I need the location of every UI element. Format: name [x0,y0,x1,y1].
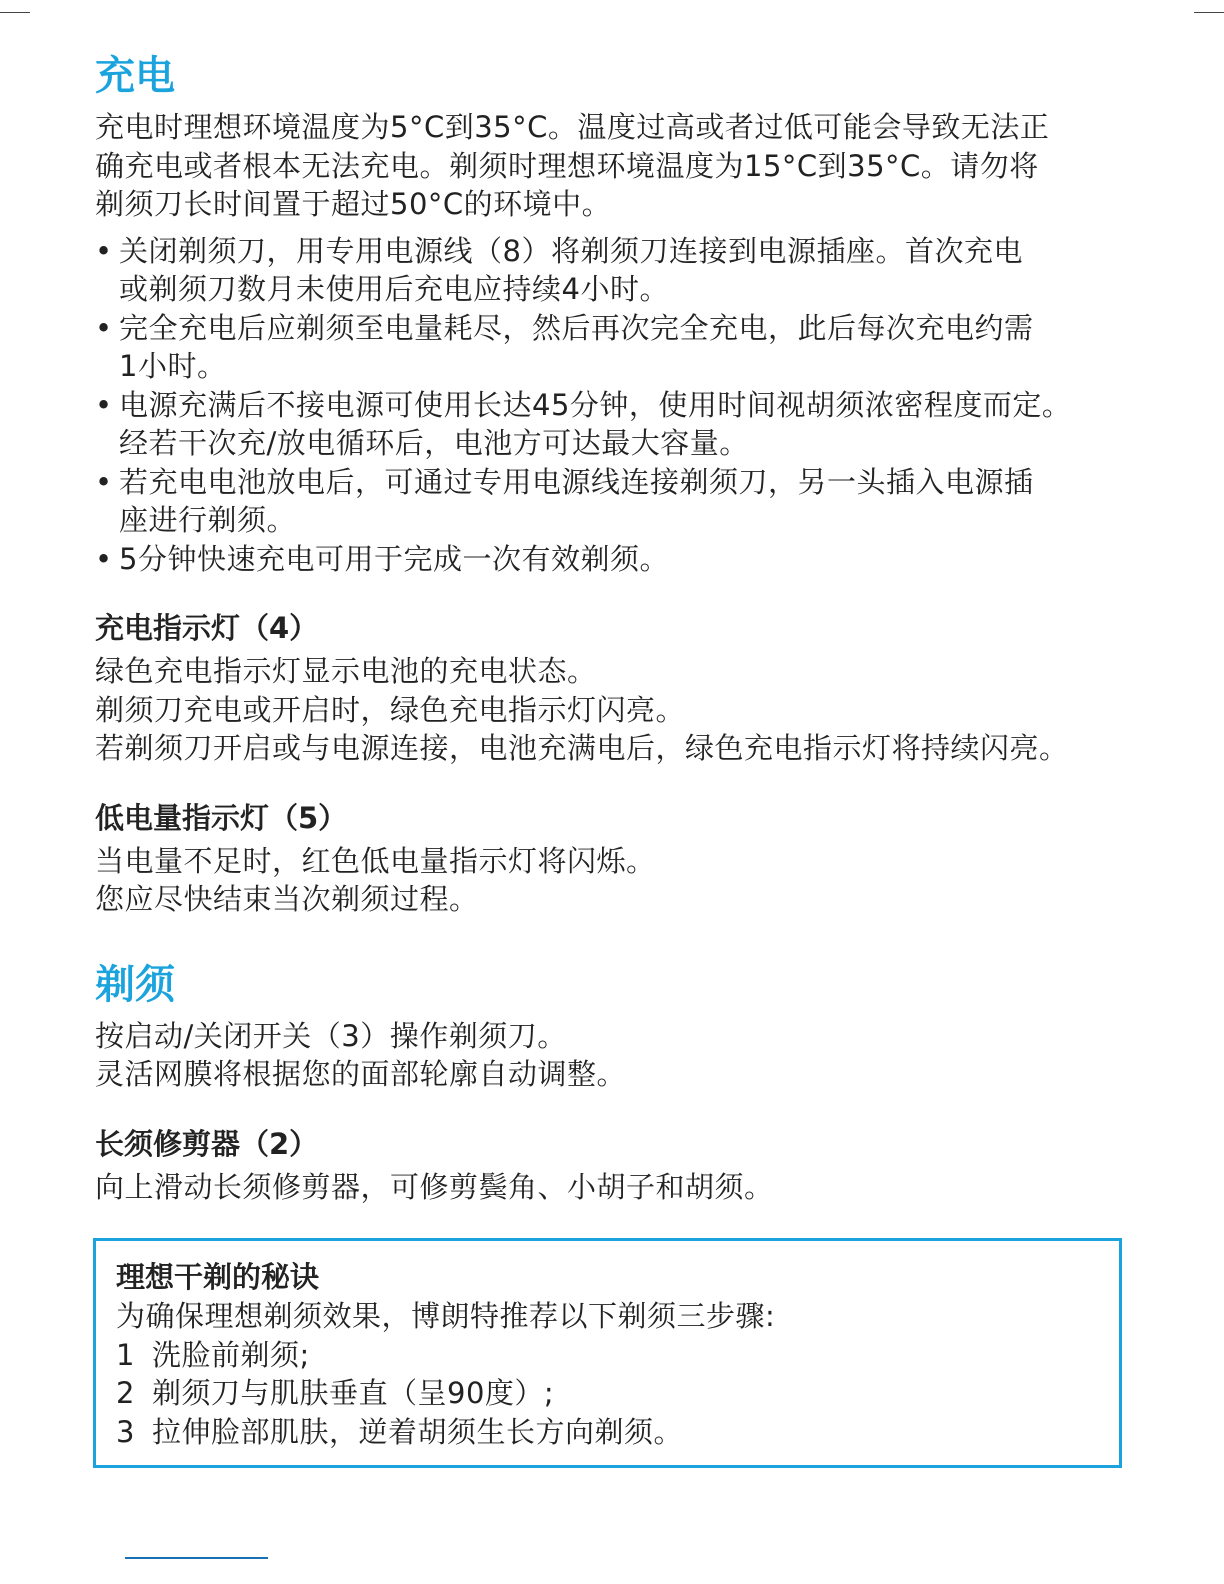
bullet-line: • 关闭剃须刀，用专用电源线（8）将剃须刀连接到电源插座。首次充电 [119,233,1023,268]
bullet-item [95,309,1130,386]
bullet-line: • 若充电电池放电后，可通过专用电源线连接剃须刀，另一头插入电源插 [119,464,1034,499]
trimmer-heading: 长须修剪器（2） [95,1126,319,1161]
charge-indicator-line: 绿色充电指示灯显示电池的充电状态。 [95,654,597,688]
trimmer-line: 向上滑动长须修剪器，可修剪鬓角、小胡子和胡须。 [95,1169,774,1204]
shaving-section [95,959,1130,1094]
tip-step-number: 3 [116,1414,135,1449]
bullet-item [95,540,1130,579]
shaving-line: 灵活网膜将根据您的面部轮廓自动调整。 [95,1057,627,1091]
tip-step-number: 1 [116,1337,135,1372]
charging-section [95,50,1130,578]
bullet-item [95,232,1130,309]
tips-heading: 理想干剃的秘诀 [116,1260,320,1294]
tip-step-number: 2 [116,1376,135,1410]
crop-mark-left [0,12,30,13]
tips-intro: 为确保理想剃须效果，博朗特推荐以下剃须三步骤: [116,1299,776,1333]
bullet-item [95,386,1130,463]
bullet-line: 经若干次充/放电循环后，电池方可达最大容量。 [119,426,749,460]
low-indicator-section [95,798,1130,919]
tip-step-text: 拉伸脸部肌肤，逆着胡须生长方向剃须。 [152,1414,684,1449]
charging-intro-line: 确充电或者根本无法充电。剃须时理想环境温度为15°C到35°C。请勿将 [95,148,1039,183]
bullet-line: 座进行剃须。 [119,503,297,537]
charging-intro [95,108,1130,224]
tip-step [116,1336,1099,1375]
charge-indicator-line: 若剃须刀开启或与电源连接，电池充满电后，绿色充电指示灯将持续闪亮。 [95,731,1069,765]
bullet-line: 1小时。 [119,349,227,383]
shaving-line: 按启动/关闭开关（3）操作剃须刀。 [95,1018,567,1053]
shaving-heading: 剃须 [95,961,175,1008]
manual-page [95,50,1130,1468]
charge-indicator-section [95,608,1130,768]
bullet-line: 或剃须刀数月未使用后充电应持续4小时。 [119,272,669,306]
bullet-line: • 完全充电后应剃须至电量耗尽，然后再次完全充电，此后每次充电约需 [119,310,1034,345]
tip-step-text: 剃须刀与肌肤垂直（呈90度）; [152,1376,555,1410]
charge-indicator-line: 剃须刀充电或开启时，绿色充电指示灯闪亮。 [95,692,686,727]
tip-step-text: 洗脸前剃须; [152,1337,310,1372]
charge-indicator-heading: 充电指示灯（4） [95,611,319,645]
charging-bullet-list [95,232,1130,579]
crop-mark-right [1194,12,1224,13]
low-indicator-heading: 低电量指示灯（5） [95,800,348,835]
bullet-line: • 5分钟快速充电可用于完成一次有效剃须。 [119,541,669,576]
low-indicator-line: 您应尽快结束当次剃须过程。 [95,882,479,916]
tip-step [116,1374,1099,1413]
charging-intro-line: 剃须刀长时间置于超过50°C的环境中。 [95,187,612,221]
dry-shave-tips-box [93,1238,1122,1468]
bullet-item [95,463,1130,540]
tip-step [116,1413,1099,1452]
charging-heading: 充电 [95,53,175,99]
bullet-line: • 电源充满后不接电源可使用长达45分钟，使用时间视胡须浓密程度而定。 [119,387,1072,422]
footer-rule [125,1557,268,1559]
trimmer-section [95,1124,1130,1207]
low-indicator-line: 当电量不足时，红色低电量指示灯将闪烁。 [95,843,656,878]
charging-intro-line: 充电时理想环境温度为5°C到35°C。温度过高或者过低可能会导致无法正 [95,110,1050,144]
